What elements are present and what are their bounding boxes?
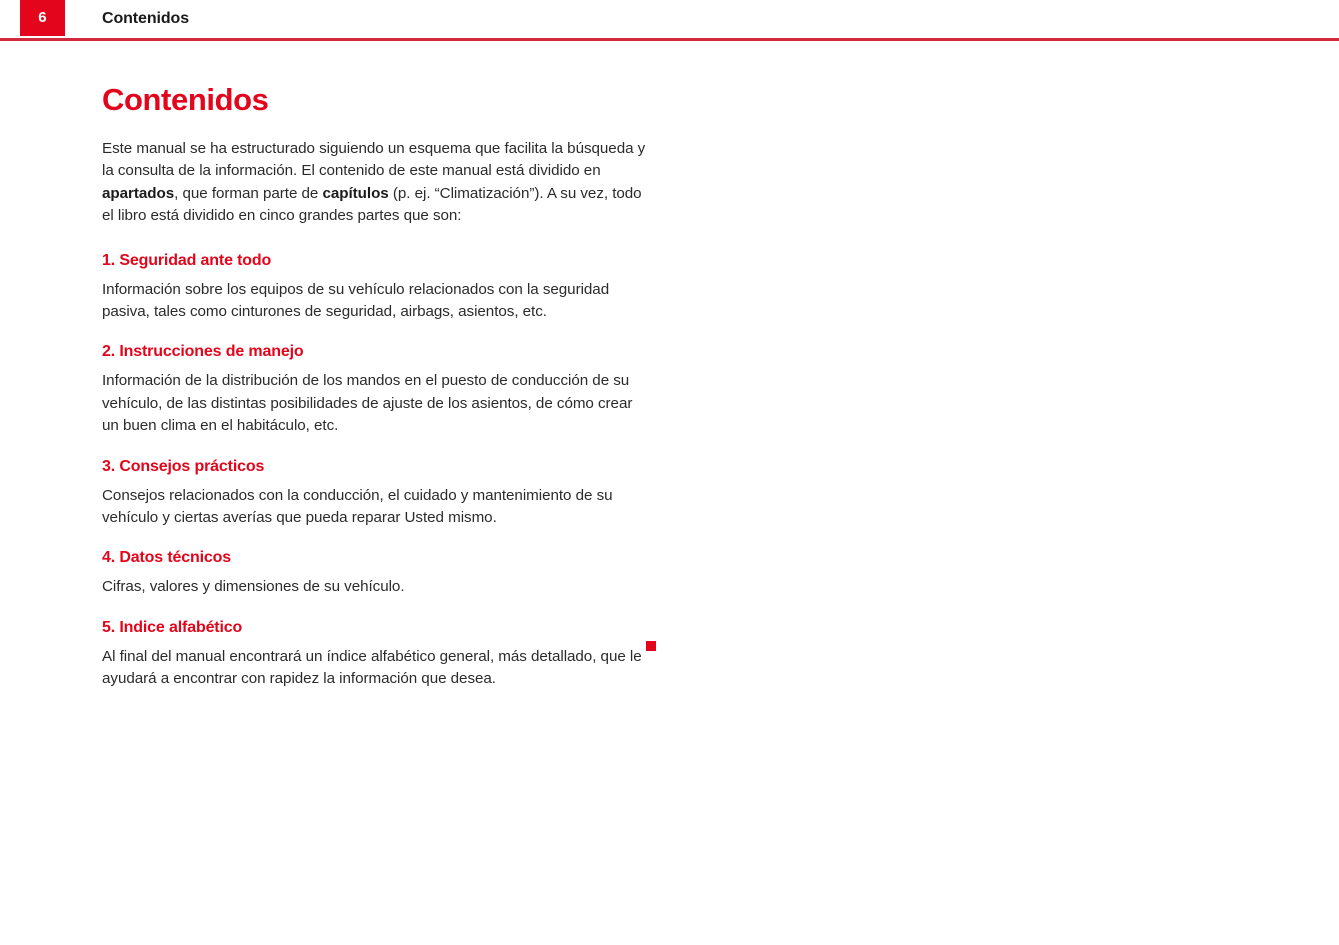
- header-divider-rule: [0, 38, 1339, 41]
- section-instrucciones: [102, 341, 647, 437]
- section-body: Información de la distribución de los mandos en el puesto de conducción de su vehículo, de las distintas posibilidades de ajuste de los asientos, de cómo crear un buen clima en el habitáculo, etc.: [102, 372, 633, 435]
- section-heading: 3. Consejos prácticos: [102, 457, 265, 475]
- section-consejos: [102, 456, 647, 530]
- section-datos-tecnicos: [102, 547, 647, 598]
- header-chapter-title: Contenidos: [102, 10, 189, 27]
- intro-text-part1: Este manual se ha estructurado siguiendo un esquema que facilita la búsqueda y la consulta de la información. El contenido de este manual está dividido en: [102, 140, 646, 180]
- intro-bold-capitulos: capítulos: [322, 184, 389, 202]
- intro-text-part2: , que forman parte de: [174, 184, 323, 202]
- intro-bold-apartados: apartados: [102, 184, 175, 202]
- section-heading: 2. Instrucciones de manejo: [102, 343, 304, 361]
- section-body: Al final del manual encontrará un índice alfabético general, más detallado, que le ayudará a encontrar con rapidez la información que desea.: [102, 647, 642, 688]
- section-indice-alfabetico: [102, 617, 647, 691]
- section-body: Cifras, valores y dimensiones de su vehículo.: [102, 578, 405, 596]
- page-title: Contenidos: [102, 82, 269, 117]
- content-column: [102, 80, 647, 691]
- section-heading: 5. Indice alfabético: [102, 618, 243, 636]
- page-header: [0, 0, 1339, 42]
- end-of-article-marker-icon: [646, 641, 656, 651]
- section-body: Información sobre los equipos de su vehículo relacionados con la seguridad pasiva, tales como cinturones de seguridad, airbags, asientos, etc.: [102, 280, 610, 321]
- section-heading: 1. Seguridad ante todo: [102, 251, 272, 269]
- section-body: Consejos relacionados con la conducción, el cuidado y mantenimiento de su vehículo y ciertas averías que pueda reparar Usted mismo.: [102, 486, 613, 527]
- intro-text-part3: (p. ej. “Climatización”). A su vez, todo el libro está dividido en cinco grandes partes que son:: [102, 184, 642, 225]
- section-seguridad: [102, 250, 647, 324]
- intro-paragraph: [102, 138, 647, 228]
- page-number: 6: [38, 9, 47, 26]
- section-heading: 4. Datos técnicos: [102, 549, 232, 567]
